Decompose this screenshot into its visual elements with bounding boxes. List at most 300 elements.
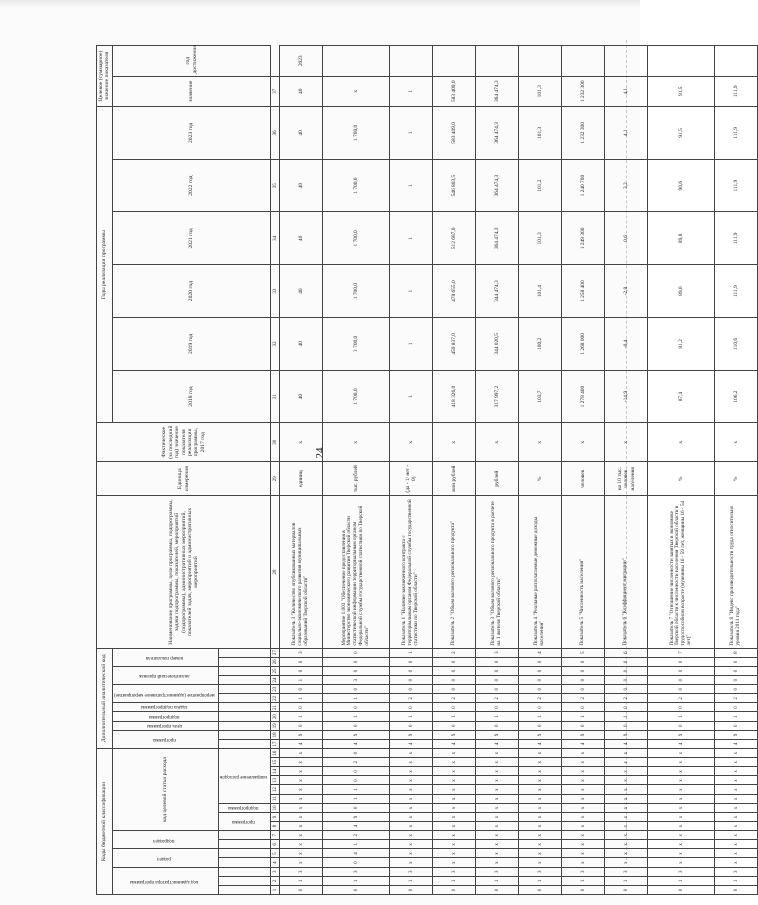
- code-cell: х: [519, 849, 562, 858]
- code-cell: х: [476, 749, 519, 758]
- row-name: Показатель 3 "Количество опубликованных материалов социально-экономического развития муниципальных образований Тверской области": [280, 496, 323, 648]
- table-row: [390, 46, 433, 895]
- row-actual-2017: х: [390, 423, 433, 462]
- code-cell: 4: [476, 739, 519, 748]
- row-unit: тыс. рублей: [323, 461, 390, 495]
- additional-subheader-blank: [219, 721, 271, 730]
- code-cell: х: [519, 803, 562, 812]
- code-cell: 0: [476, 666, 519, 675]
- code-cell: х: [433, 767, 476, 776]
- row-year-value: 478 655,0: [433, 265, 476, 318]
- row-year-value: 1 700,0: [323, 159, 390, 212]
- code-cell: х: [476, 831, 519, 840]
- code-cell: х: [433, 749, 476, 758]
- code-cell: 0: [476, 721, 519, 730]
- row-year-value: 103,7: [519, 370, 562, 423]
- row-unit: %: [715, 461, 758, 495]
- row-year-value: 101,2: [519, 159, 562, 212]
- row-target-year: 2023: [280, 46, 323, 77]
- row-target-year: [519, 46, 562, 77]
- code-cell: х: [648, 812, 715, 821]
- row-year-value: 111,9: [715, 106, 758, 159]
- code-cell: х: [648, 858, 715, 867]
- code-cell: х: [390, 794, 433, 803]
- code-cell: 0: [280, 685, 323, 694]
- code-cell: х: [280, 840, 323, 849]
- code-cell: 0: [519, 703, 562, 712]
- add-measure-header: [112, 685, 218, 703]
- code-cell: 2: [433, 648, 476, 657]
- code-cell: х: [562, 776, 605, 785]
- table-row: [476, 46, 519, 895]
- code-subheader-blank: [219, 867, 271, 876]
- code-cell: 0: [648, 703, 715, 712]
- code-cell: х: [476, 812, 519, 821]
- row-year-value: 0,6: [605, 212, 648, 265]
- code-cell: 1: [519, 876, 562, 885]
- code-cell: 1: [605, 876, 648, 885]
- column-number: 14: [271, 767, 280, 776]
- column-number: 4: [271, 858, 280, 867]
- code-cell: 0: [323, 776, 390, 785]
- code-cell: х: [519, 822, 562, 831]
- code-cell: 0: [715, 676, 758, 685]
- code-cell: х: [280, 785, 323, 794]
- row-name: Мероприятие 1.003 "Обеспечение предоставления в Министерство экономического развития Тверской области статистической информации территориальным органом Федеральной службы государственной статистики по Тверской области": [323, 496, 390, 648]
- row-name: Показатель 2 "Объем валового регионального продукта": [433, 496, 476, 648]
- code-cell: 9: [390, 730, 433, 739]
- code-cell: х: [519, 776, 562, 785]
- code-cell: х: [562, 749, 605, 758]
- row-actual-2017: х: [605, 423, 648, 462]
- code-cell: 0: [519, 885, 562, 894]
- code-cell: х: [648, 803, 715, 812]
- code-cell: 0: [433, 685, 476, 694]
- code-cell: 3: [323, 867, 390, 876]
- add-subprogram-label: подпрограмма: [148, 713, 180, 719]
- code-cell: 0: [390, 657, 433, 666]
- column-number: 1: [271, 885, 280, 894]
- row-target-value: 583 409,0: [433, 76, 476, 106]
- row-year-value: 81,2: [648, 317, 715, 370]
- code-cell: 9: [605, 730, 648, 739]
- code-cell: х: [390, 840, 433, 849]
- row-year-value: 1 278 400: [562, 370, 605, 423]
- code-cell: х: [280, 767, 323, 776]
- code-cell: 1: [433, 876, 476, 885]
- row-year-value: 1 268 000: [562, 317, 605, 370]
- row-year-value: 89,8: [648, 212, 715, 265]
- table-row: [280, 46, 323, 895]
- code-cell: х: [476, 803, 519, 812]
- row-actual-2017: х: [476, 423, 519, 462]
- code-cell: 0: [323, 858, 390, 867]
- additional-subheader-blank: [219, 648, 271, 657]
- row-year-value: 546 803,5: [433, 159, 476, 212]
- code-cell: х: [390, 776, 433, 785]
- code-cell: 1: [323, 712, 390, 721]
- budget-code-header: Коды бюджетной классификации: [97, 749, 113, 895]
- row-actual-2017: х: [648, 423, 715, 462]
- code-cell: х: [562, 767, 605, 776]
- row-year-value: 111,9: [715, 265, 758, 318]
- row-target-value: 91,5: [648, 76, 715, 106]
- code-cell: х: [519, 840, 562, 849]
- additional-subheader-blank: [219, 685, 271, 694]
- code-cell: 1: [280, 876, 323, 885]
- code-cell: 0: [605, 885, 648, 894]
- code-cell: х: [390, 849, 433, 858]
- code-cell: 0: [562, 676, 605, 685]
- row-name: Показатель 6 "Коэффициент миграции": [605, 496, 648, 648]
- expense-code-header: код целевой статьи расхода: [112, 749, 218, 831]
- code-cell: 4: [605, 739, 648, 748]
- code-cell: 0: [323, 685, 390, 694]
- code-cell: 0: [715, 666, 758, 675]
- code-cell: 1: [433, 712, 476, 721]
- row-year-value: 1: [390, 370, 433, 423]
- code-cell: х: [390, 785, 433, 794]
- row-name: Показатель 4 "Реальные располагаемые денежные доходы населения": [519, 496, 562, 648]
- code-cell: 9: [519, 730, 562, 739]
- header-year-2022: 2022 год: [112, 159, 271, 212]
- code-cell: 8: [715, 648, 758, 657]
- code-cell: 0: [648, 676, 715, 685]
- code-cell: 3: [390, 867, 433, 876]
- code-cell: 2: [519, 694, 562, 703]
- code-cell: х: [433, 785, 476, 794]
- code-cell: х: [390, 858, 433, 867]
- code-cell: х: [605, 822, 648, 831]
- add-analytic-label: аналитический признак: [138, 673, 190, 679]
- row-year-value: 111,9: [715, 212, 758, 265]
- code-cell: 0: [390, 685, 433, 694]
- code-cell: х: [433, 822, 476, 831]
- add-measure-label: мероприятие (административное мероприятие): [113, 691, 215, 697]
- column-number: 22: [271, 694, 280, 703]
- row-year-value: 40: [280, 265, 323, 318]
- code-cell: х: [715, 767, 758, 776]
- code-cell: х: [715, 831, 758, 840]
- target-value-header: значение: [112, 76, 271, 106]
- add-task-label: задача подпрограммы: [140, 704, 188, 710]
- code-cell: 0: [323, 767, 390, 776]
- code-subheader-blank: [219, 876, 271, 885]
- code-cell: х: [280, 831, 323, 840]
- admin-code-label: код администратора программы: [130, 878, 199, 884]
- column-number: 37: [271, 76, 280, 106]
- code-cell: 0: [715, 685, 758, 694]
- code-cell: 0: [605, 685, 648, 694]
- program-table-sheet: [96, 45, 742, 895]
- code-cell: 0: [562, 666, 605, 675]
- code-cell: 0: [433, 657, 476, 666]
- code-cell: 4: [390, 739, 433, 748]
- code-cell: х: [715, 840, 758, 849]
- code-cell: х: [605, 840, 648, 849]
- code-cell: 0: [433, 666, 476, 675]
- row-year-value: 1 700,0: [323, 212, 390, 265]
- code-cell: х: [476, 822, 519, 831]
- code-cell: 4: [519, 739, 562, 748]
- code-cell: 3: [648, 867, 715, 876]
- code-cell: 0: [390, 721, 433, 730]
- row-unit: единиц: [280, 461, 323, 495]
- additional-subheader-blank: [219, 712, 271, 721]
- code-cell: х: [715, 812, 758, 821]
- row-target-value: 111,9: [715, 76, 758, 106]
- code-cell: х: [433, 776, 476, 785]
- code-cell: х: [648, 794, 715, 803]
- code-cell: 1: [519, 712, 562, 721]
- row-year-value: 418 326,0: [433, 370, 476, 423]
- table-row: [433, 46, 476, 895]
- code-cell: 3: [562, 867, 605, 876]
- code-cell: 1: [648, 876, 715, 885]
- code-cell: х: [648, 785, 715, 794]
- code-cell: х: [433, 831, 476, 840]
- row-actual-2017: х: [715, 423, 758, 462]
- code-cell: 0: [323, 703, 390, 712]
- column-number: 30: [271, 423, 280, 462]
- code-cell: х: [476, 794, 519, 803]
- column-number: 3: [271, 867, 280, 876]
- code-cell: 2: [323, 831, 390, 840]
- code-cell: х: [562, 831, 605, 840]
- row-year-value: 1 232 300: [562, 106, 605, 159]
- code-cell: х: [605, 776, 648, 785]
- spending-direction-subheader: [219, 749, 271, 804]
- program-indicators-table: [96, 45, 758, 895]
- row-target-value: х: [323, 76, 390, 106]
- row-year-value: 344 020,5: [476, 317, 519, 370]
- row-unit: млн рублей: [433, 461, 476, 495]
- row-year-value: 87,4: [648, 370, 715, 423]
- code-cell: 2: [476, 694, 519, 703]
- code-cell: 2: [323, 758, 390, 767]
- code-cell: 0: [648, 685, 715, 694]
- admin-code-header: [112, 867, 218, 894]
- code-cell: 2: [715, 694, 758, 703]
- code-cell: х: [519, 858, 562, 867]
- column-number: 12: [271, 785, 280, 794]
- code-cell: 1: [390, 712, 433, 721]
- row-year-value: 1 700,0: [323, 106, 390, 159]
- code-cell: 2: [648, 694, 715, 703]
- code-cell: 9: [323, 730, 390, 739]
- section-label: раздел: [157, 855, 172, 861]
- row-year-value: 40: [280, 106, 323, 159]
- code-cell: 9: [323, 812, 390, 821]
- code-cell: х: [648, 749, 715, 758]
- code-cell: х: [280, 803, 323, 812]
- row-name: Показатель 1 "Наличие заключенного контракта с территориальным органом Федеральной службы государственной статистики по Тверской области": [390, 496, 433, 648]
- add-goal-label: цель программы: [146, 722, 182, 728]
- row-year-value: 1 700,0: [323, 317, 390, 370]
- code-cell: 0: [433, 885, 476, 894]
- target-header: Целевое (суммарное) значение показателя: [97, 46, 113, 107]
- row-year-value: 90,6: [648, 159, 715, 212]
- code-cell: 3: [715, 867, 758, 876]
- row-actual-2017: х: [280, 423, 323, 462]
- column-number: 31: [271, 370, 280, 423]
- code-cell: 2: [390, 694, 433, 703]
- row-target-value: 1: [390, 76, 433, 106]
- column-number: 5: [271, 849, 280, 858]
- code-cell: х: [476, 758, 519, 767]
- section-header: [112, 849, 218, 867]
- code-cell: 0: [562, 685, 605, 694]
- code-cell: 1: [323, 840, 390, 849]
- row-year-value: 110,6: [715, 317, 758, 370]
- column-number: 36: [271, 106, 280, 159]
- code-cell: 1: [390, 648, 433, 657]
- row-year-value: 1: [390, 317, 433, 370]
- code-cell: 1: [323, 694, 390, 703]
- row-unit: (да - 1/ нет - 0): [390, 461, 433, 495]
- code-cell: 4: [519, 648, 562, 657]
- code-cell: 0: [323, 885, 390, 894]
- code-cell: 0: [519, 657, 562, 666]
- code-cell: 3: [476, 648, 519, 657]
- code-cell: 1: [280, 712, 323, 721]
- code-cell: 3: [605, 867, 648, 876]
- code-cell: 2: [433, 694, 476, 703]
- subsection-label: подраздел: [153, 837, 175, 843]
- row-year-value: 1: [390, 106, 433, 159]
- code-cell: х: [519, 794, 562, 803]
- row-year-value: 1 700,0: [323, 265, 390, 318]
- code-cell: х: [648, 776, 715, 785]
- row-year-value: 40: [280, 159, 323, 212]
- actual-2017-header: Фактическое (за последний год) значение показателя реализации программы, 2017 год: [97, 423, 271, 462]
- row-target-year: [323, 46, 390, 77]
- code-cell: 3: [280, 648, 323, 657]
- code-cell: х: [562, 758, 605, 767]
- row-year-value: -14,9: [605, 370, 648, 423]
- code-cell: 0: [605, 666, 648, 675]
- header-year-2023: 2023 год: [112, 106, 271, 159]
- code-cell: 2: [605, 694, 648, 703]
- code-cell: х: [648, 767, 715, 776]
- code-cell: 1: [390, 876, 433, 885]
- code-cell: 0: [562, 721, 605, 730]
- row-year-value: 1 240 700: [562, 159, 605, 212]
- code-cell: х: [715, 803, 758, 812]
- add-task-header: [112, 703, 218, 712]
- add-analytic-header: [112, 666, 218, 684]
- column-number: 26: [271, 657, 280, 666]
- code-cell: 0: [715, 885, 758, 894]
- code-cell: х: [648, 840, 715, 849]
- code-cell: 1: [605, 712, 648, 721]
- table-row: [519, 46, 562, 895]
- row-target-year: [390, 46, 433, 77]
- code-cell: 4: [323, 849, 390, 858]
- code-cell: х: [433, 849, 476, 858]
- code-cell: х: [519, 831, 562, 840]
- code-cell: х: [648, 849, 715, 858]
- code-cell: х: [280, 794, 323, 803]
- code-cell: 0: [476, 885, 519, 894]
- code-cell: 0: [519, 666, 562, 675]
- code-cell: 0: [280, 703, 323, 712]
- code-cell: 0: [715, 657, 758, 666]
- code-cell: х: [433, 758, 476, 767]
- code-cell: 0: [605, 657, 648, 666]
- code-cell: х: [433, 812, 476, 821]
- code-cell: 4: [433, 739, 476, 748]
- code-cell: х: [390, 812, 433, 821]
- code-cell: х: [562, 803, 605, 812]
- code-cell: 0: [476, 703, 519, 712]
- row-unit: рублей: [476, 461, 519, 495]
- code-cell: х: [280, 812, 323, 821]
- add-subprogram-header: [112, 712, 218, 721]
- code-cell: х: [433, 794, 476, 803]
- code-cell: 0: [390, 676, 433, 685]
- code-cell: 5: [562, 648, 605, 657]
- add-goal-header: [112, 721, 218, 730]
- column-number: 17: [271, 739, 280, 748]
- unit-header: Единица измерения: [97, 461, 271, 495]
- code-cell: 1: [280, 676, 323, 685]
- code-cell: 4: [323, 822, 390, 831]
- code-cell: х: [476, 840, 519, 849]
- code-cell: 3: [476, 867, 519, 876]
- header-year-2018: 2018 год: [112, 370, 271, 423]
- column-number: 29: [271, 461, 280, 495]
- row-year-value: 91,5: [648, 106, 715, 159]
- row-year-value: 1: [390, 265, 433, 318]
- additional-code-header: Дополнительный аналитический код: [97, 648, 113, 748]
- code-cell: х: [519, 767, 562, 776]
- code-cell: 0: [390, 885, 433, 894]
- code-cell: 0: [648, 885, 715, 894]
- row-name: Показатель 5 "Численность населения": [562, 496, 605, 648]
- code-cell: х: [280, 849, 323, 858]
- code-cell: 0: [280, 721, 323, 730]
- code-cell: 4: [280, 739, 323, 748]
- add-indicator-header: [112, 648, 218, 666]
- code-cell: х: [562, 794, 605, 803]
- row-year-value: 364 474,3: [476, 212, 519, 265]
- row-unit: на 10 тыс. человек населения: [605, 461, 648, 495]
- table-row: [562, 46, 605, 895]
- program-subheader: [219, 812, 271, 830]
- code-cell: 0: [390, 703, 433, 712]
- column-number: 11: [271, 794, 280, 803]
- code-cell: 0: [476, 676, 519, 685]
- row-year-value: 3,2: [605, 159, 648, 212]
- row-actual-2017: х: [433, 423, 476, 462]
- code-cell: 3: [280, 867, 323, 876]
- code-cell: 1: [323, 785, 390, 794]
- code-cell: 0: [519, 721, 562, 730]
- code-cell: 0: [433, 676, 476, 685]
- code-cell: х: [390, 831, 433, 840]
- code-cell: 0: [605, 721, 648, 730]
- header-year-2019: 2019 год: [112, 317, 271, 370]
- column-number: 21: [271, 703, 280, 712]
- column-number: 34: [271, 212, 280, 265]
- code-cell: х: [390, 749, 433, 758]
- add-program-header: [112, 730, 218, 748]
- row-year-value: 1: [390, 212, 433, 265]
- spending-direction-label: направление расходов: [220, 773, 268, 779]
- code-cell: 0: [605, 703, 648, 712]
- code-cell: х: [605, 858, 648, 867]
